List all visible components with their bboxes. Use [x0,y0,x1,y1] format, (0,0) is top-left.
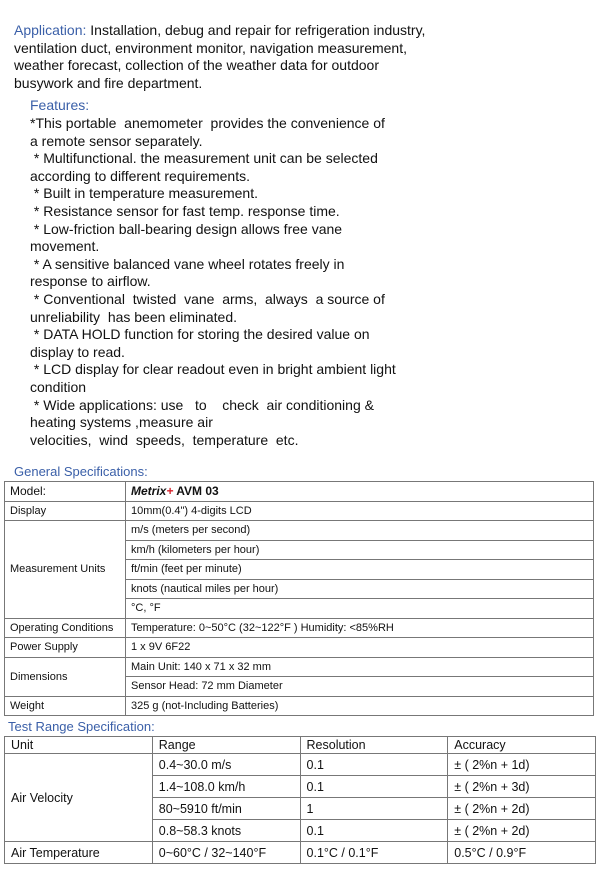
brand-plus: + [166,484,174,499]
table-header-row [5,737,596,754]
column-header: Range [152,737,300,754]
unit-cell: Air Velocity [5,754,153,842]
spec-value: Sensor Head: 72 mm Diameter [126,677,594,697]
range-cell: 0.4~30.0 m/s [152,754,300,776]
feature-line: * A sensitive balanced vane wheel rotates freely in [30,255,345,272]
feature-line: * Conventional twisted vane arms, always a source of [30,290,385,307]
spec-value: 10mm(0.4") 4-digits LCD [126,501,594,521]
feature-line: * Wide applications: use to check air conditioning & [30,396,374,413]
spec-value [126,482,594,502]
feature-line: according to different requirements. [30,167,250,184]
spec-row-weight [5,696,594,716]
range-cell: 0~60°C / 32~140°F [152,842,300,864]
features-list [30,115,430,449]
feature-line: response to airflow. [30,273,151,290]
spec-label: Display [5,501,126,521]
application-label: Application: [14,22,87,38]
application-text: Installation, debug and repair for refrigeration industry, ventilation duct, environment monitor, navigation measurement, weather forecast, collection of the weather data for outdoor busywork and fire department. [14,22,426,91]
accuracy-cell: 0.5°C / 0.9°F [448,842,596,864]
unit-cell: Air Temperature [5,842,153,864]
spec-value: km/h (kilometers per hour) [126,540,594,560]
general-specs-table [4,481,594,716]
general-specs-title: General Specifications: [14,464,148,479]
spec-value: knots (nautical miles per hour) [126,579,594,599]
spec-value: °C, °F [126,599,594,619]
column-header: Unit [5,737,153,754]
application-paragraph [14,22,434,92]
feature-line: heating systems ,measure air [30,414,213,431]
feature-line: *This portable anemometer provides the convenience of [30,115,385,131]
spec-label: Dimensions [5,657,126,696]
feature-line: * LCD display for clear readout even in bright ambient light [30,361,396,378]
feature-line: unreliability has been eliminated. [30,308,238,325]
spec-value: m/s (meters per second) [126,521,594,541]
range-cell: 80~5910 ft/min [152,798,300,820]
spec-value: 325 g (not-Including Batteries) [126,696,594,716]
spec-label: Weight [5,696,126,716]
test-range-title: Test Range Specification: [8,719,155,734]
model-number: AVM 03 [173,484,219,499]
column-header: Resolution [300,737,448,754]
spec-value: Main Unit: 140 x 71 x 32 mm [126,657,594,677]
feature-line: condition [30,378,87,395]
accuracy-cell: ± ( 2%n + 3d) [448,776,596,798]
feature-line: movement. [30,238,100,255]
feature-line: velocities, wind speeds, temperature etc. [30,431,299,448]
resolution-cell: 0.1 [300,820,448,842]
accuracy-cell: ± ( 2%n + 2d) [448,798,596,820]
table-row [5,754,596,776]
feature-line: * Built in temperature measurement. [30,185,258,202]
column-header: Accuracy [448,737,596,754]
spec-row-display [5,501,594,521]
feature-line: * Resistance sensor for fast temp. response time. [30,202,340,219]
spec-row-operating [5,618,594,638]
feature-line: * Multifunctional. the measurement unit can be selected [30,150,378,167]
spec-value: 1 x 9V 6F22 [126,638,594,658]
spec-value: ft/min (feet per minute) [126,560,594,580]
feature-line: a remote sensor separately. [30,132,203,149]
features-title: Features: [30,97,90,113]
range-cell: 0.8~58.3 knots [152,820,300,842]
resolution-cell: 0.1 [300,754,448,776]
spec-row-units [5,521,594,541]
spec-row-model [5,482,594,502]
spec-label: Power Supply [5,638,126,658]
resolution-cell: 0.1°C / 0.1°F [300,842,448,864]
range-cell: 1.4~108.0 km/h [152,776,300,798]
feature-line: * Low-friction ball-bearing design allows free vane [30,220,343,237]
resolution-cell: 0.1 [300,776,448,798]
spec-label: Operating Conditions [5,618,126,638]
feature-line: * DATA HOLD function for storing the desired value on [30,326,370,343]
resolution-cell: 1 [300,798,448,820]
brand-name: Metrix [131,484,167,499]
test-range-table [4,736,596,864]
table-row [5,842,596,864]
accuracy-cell: ± ( 2%n + 2d) [448,820,596,842]
spec-label: Measurement Units [5,521,126,619]
spec-row-power [5,638,594,658]
spec-value: Temperature: 0~50°C (32~122°F ) Humidity: <85%RH [126,618,594,638]
feature-line: display to read. [30,343,125,360]
spec-label: Model: [5,482,126,502]
spec-row-dimensions [5,657,594,677]
accuracy-cell: ± ( 2%n + 1d) [448,754,596,776]
